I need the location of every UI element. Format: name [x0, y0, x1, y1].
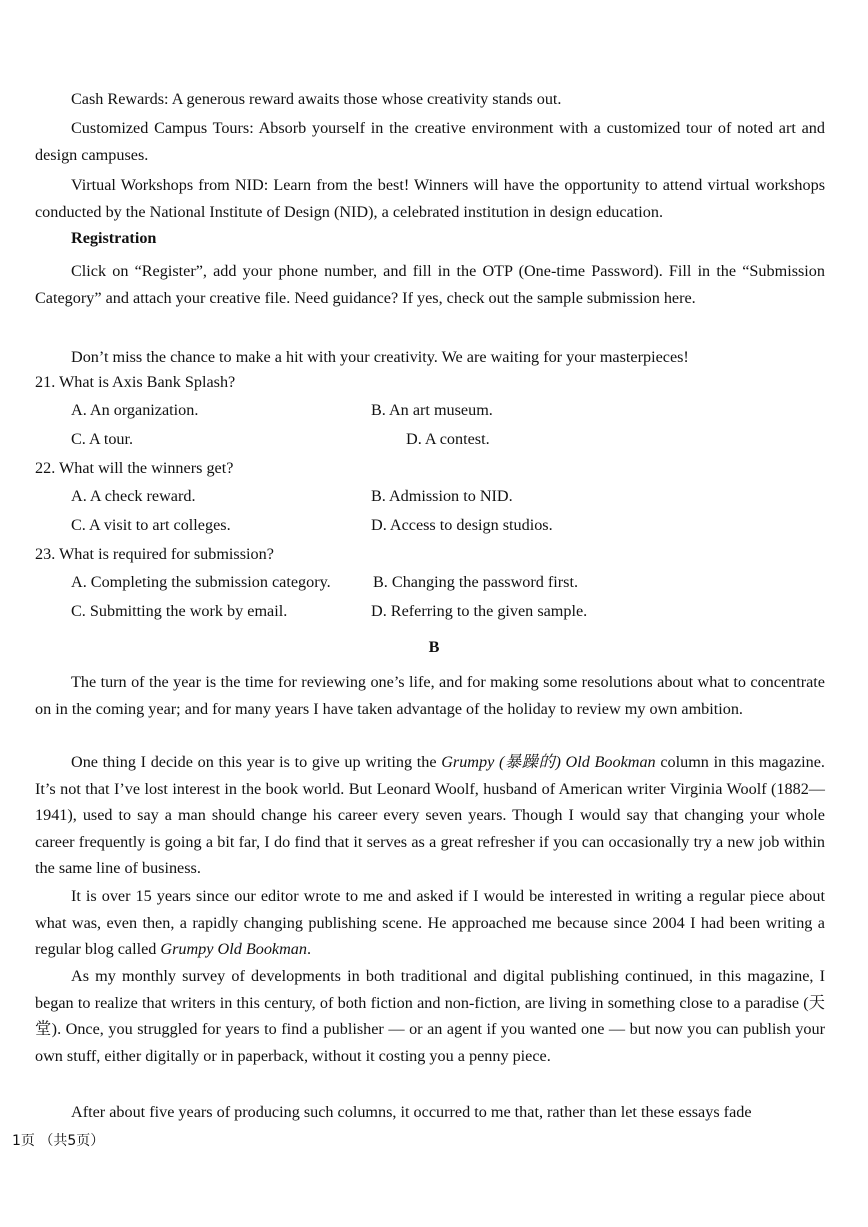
reward-workshops: Virtual Workshops from NID: Learn from the best! Winners will have the opportunity to attend virtual workshops conducted by the National Institute of Design (NID), a celebrated institution in design education.: [35, 176, 825, 221]
q21-option-c: C. A tour.: [71, 430, 134, 448]
question-22: 22. What will the winners get?: [35, 459, 234, 477]
section-b-label: B: [428, 638, 440, 656]
p2-text-end: column in this magazine. It’s not that I’ve lost interest in the book world. But Leonard Woolf, husband of American writer Virginia Woolf (1882—1941), used to say a man should change his career every seven years. Though I would say that changing your whole career frequently is going a bit far, I do find that it serves as a great refresher if you can occasionally try a new job within the same line of business.: [35, 753, 825, 877]
question-21: 21. What is Axis Bank Splash?: [35, 373, 236, 391]
blog-title: Grumpy Old Bookman: [160, 940, 307, 958]
registration-body: Click on “Register”, add your phone number, and fill in the OTP (One-time Password). Fill in the “Submission Category” and attach your creative file. Need guidance? If yes, check out the sample submission here.: [35, 262, 825, 307]
registration-closing: Don’t miss the chance to make a hit with your creativity. We are waiting for your masterpieces!: [71, 348, 689, 366]
q23-option-d: D. Referring to the given sample.: [371, 602, 588, 620]
p3-text-start: It is over 15 years since our editor wrote to me and asked if I would be interested in writing a regular piece about what was, even then, a rapidly changing publishing scene. He approached me because since 2004 I had been writing a regular blog called: [35, 887, 825, 958]
q23-option-c: C. Submitting the work by email.: [71, 602, 288, 620]
column-title: Grumpy (暴躁的) Old Bookman: [441, 753, 656, 771]
q21-option-b: B. An art museum.: [371, 401, 493, 419]
q21-option-a: A. An organization.: [71, 401, 199, 419]
p3-text-end: .: [306, 940, 312, 958]
q21-option-d: D. A contest.: [406, 430, 490, 448]
passage-b-paragraph-3: [35, 883, 825, 963]
reward-cash: Cash Rewards: A generous reward awaits those whose creativity stands out.: [71, 90, 562, 108]
q22-option-c: C. A visit to art colleges.: [71, 516, 231, 534]
p2-text-start: One thing I decide on this year is to give up writing the: [71, 753, 442, 771]
passage-b-paragraph-5: After about five years of producing such columns, it occurred to me that, rather than let these essays fade: [71, 1103, 752, 1121]
passage-b-paragraph-2: [35, 749, 825, 882]
passage-b-paragraph-1: The turn of the year is the time for reviewing one’s life, and for making some resolutions about what to concentrate on in the coming year; and for many years I have taken advantage of the holiday to review my own ambition.: [35, 673, 825, 718]
q23-option-b: B. Changing the password first.: [373, 573, 579, 591]
passage-b-paragraph-4: As my monthly survey of developments in both traditional and digital publishing continued, in this magazine, I began to realize that writers in this century, of both fiction and non-fiction, are living in something close to a paradise (天堂). Once, you struggled for years to find a publisher — or an agent if you wanted one — but now you can publish your own stuff, either digitally or in paperback, without it costing you a penny piece.: [35, 967, 825, 1065]
registration-heading: Registration: [71, 229, 157, 247]
q23-option-a: A. Completing the submission category.: [71, 573, 331, 591]
reward-tours: Customized Campus Tours: Absorb yourself in the creative environment with a customized tour of noted art and design campuses.: [35, 119, 825, 164]
question-23: 23. What is required for submission?: [35, 545, 274, 563]
q22-option-a: A. A check reward.: [71, 487, 196, 505]
page-footer: 1页 （共5页）: [12, 1133, 105, 1149]
q22-option-b: B. Admission to NID.: [371, 487, 513, 505]
q22-option-d: D. Access to design studios.: [371, 516, 553, 534]
